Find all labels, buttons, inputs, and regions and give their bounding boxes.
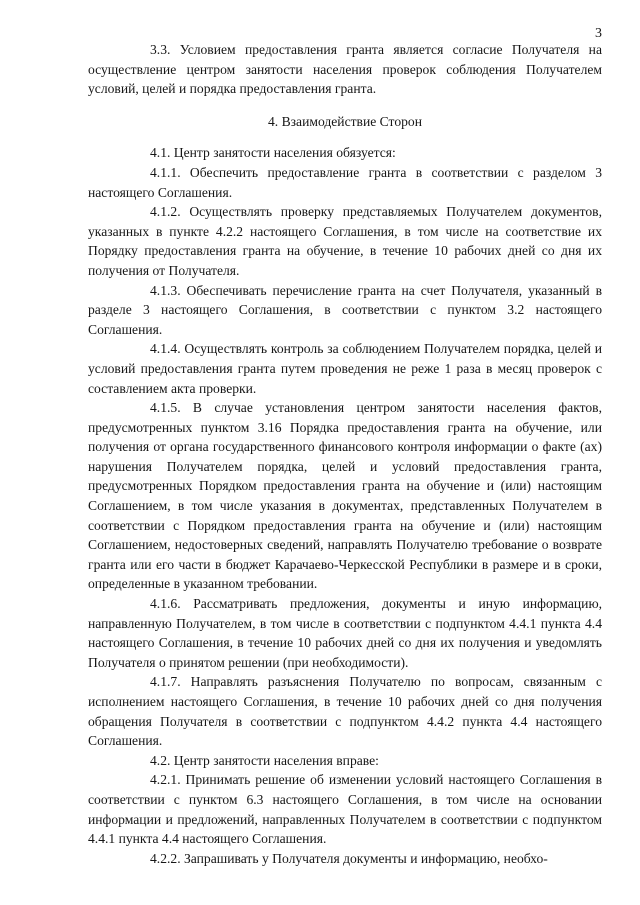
paragraph-4-2-1: 4.2.1. Принимать решение об изменении условий настоящего Соглашения в соответствии с пунктом 6.3 настоящего Соглашения, в том числе на основании информации и предложений, направленных Получателем в соответствии с подпунктом 4.4.1 пункта 4.4 настоящего Соглашения. bbox=[88, 772, 602, 847]
page-number: 3 bbox=[595, 26, 602, 41]
paragraph-4-1: 4.1. Центр занятости населения обязуется: bbox=[150, 145, 396, 161]
paragraph-4-1-7: 4.1.7. Направлять разъяснения Получателю по вопросам, связанным с исполнением настоящего Соглашения, в течение 10 рабочих дней со дня получения обращения Получателя в соответствии с подпунктом 4.4.2 пункта 4.4 настоящего Соглашения. bbox=[88, 674, 602, 749]
paragraph-4-1-1: 4.1.1. Обеспечить предоставление гранта в соответствии с разделом 3 настоящего Соглашения. bbox=[88, 164, 602, 200]
paragraph-4-1-2: 4.1.2. Осуществлять проверку представляемых Получателем документов, указанных в пункте 4.2.2 настоящего Соглашения, в том числе на соответствие их Порядку предоставления гранта на обучение, в течение 10 рабочих дней со дня их получения от Получателя. bbox=[88, 204, 602, 278]
paragraph-4-2: 4.2. Центр занятости населения вправе: bbox=[150, 752, 379, 768]
document-body bbox=[88, 40, 602, 868]
paragraph-4-1-3: 4.1.3. Обеспечивать перечисление гранта на счет Получателя, указанный в разделе 3 настоящего Соглашения, в соответствии с пунктом 3.2 настоящего Соглашения. bbox=[88, 282, 602, 337]
clause-3-3: 3.3. Условием предоставления гранта является согласие Получателя на осуществление центром занятости населения проверок соблюдения Получателем условий, целей и порядка предоставления гранта. bbox=[88, 42, 602, 97]
paragraph-4-1-5: 4.1.5. В случае установления центром занятости населения фактов, предусмотренных пунктом 3.16 Порядка предоставления гранта на обучение, или получения от органа государственного финансового контроля информации о факте (ах) нарушения Получателем порядка, целей и условий предоставления гранта, предусмотренных Порядком предоставления гранта на обучение и (или) настоящим Соглашением, в том числе указания в документах, представленных Получателем в соответствии с Порядком предоставления гранта на обучение и (или) настоящим Соглашением, недостоверных сведений, направлять Получателю требование о возврате гранта или его части в бюджет Карачаево-Черкесской Республики в размере и в сроки, определенные в указанном требовании. bbox=[88, 400, 602, 592]
paragraph-4-1-4: 4.1.4. Осуществлять контроль за соблюдением Получателем порядка, целей и условий предоставления гранта путем проведения не реже 1 раза в месяц проверок с составлением акта проверки. bbox=[88, 341, 602, 396]
paragraph-4-1-6: 4.1.6. Рассматривать предложения, документы и иную информацию, направленную Получателем, в том числе в соответствии с подпунктом 4.4.1 пункта 4.4 настоящего Соглашения, в течение 10 рабочих дней со дня их получения и уведомлять Получателя о принятом решении (при необходимости). bbox=[88, 596, 602, 670]
paragraph-4-2-2: 4.2.2. Запрашивать у Получателя документы и информацию, необхо- bbox=[150, 850, 548, 866]
section-title: 4. Взаимодействие Сторон bbox=[268, 113, 422, 129]
